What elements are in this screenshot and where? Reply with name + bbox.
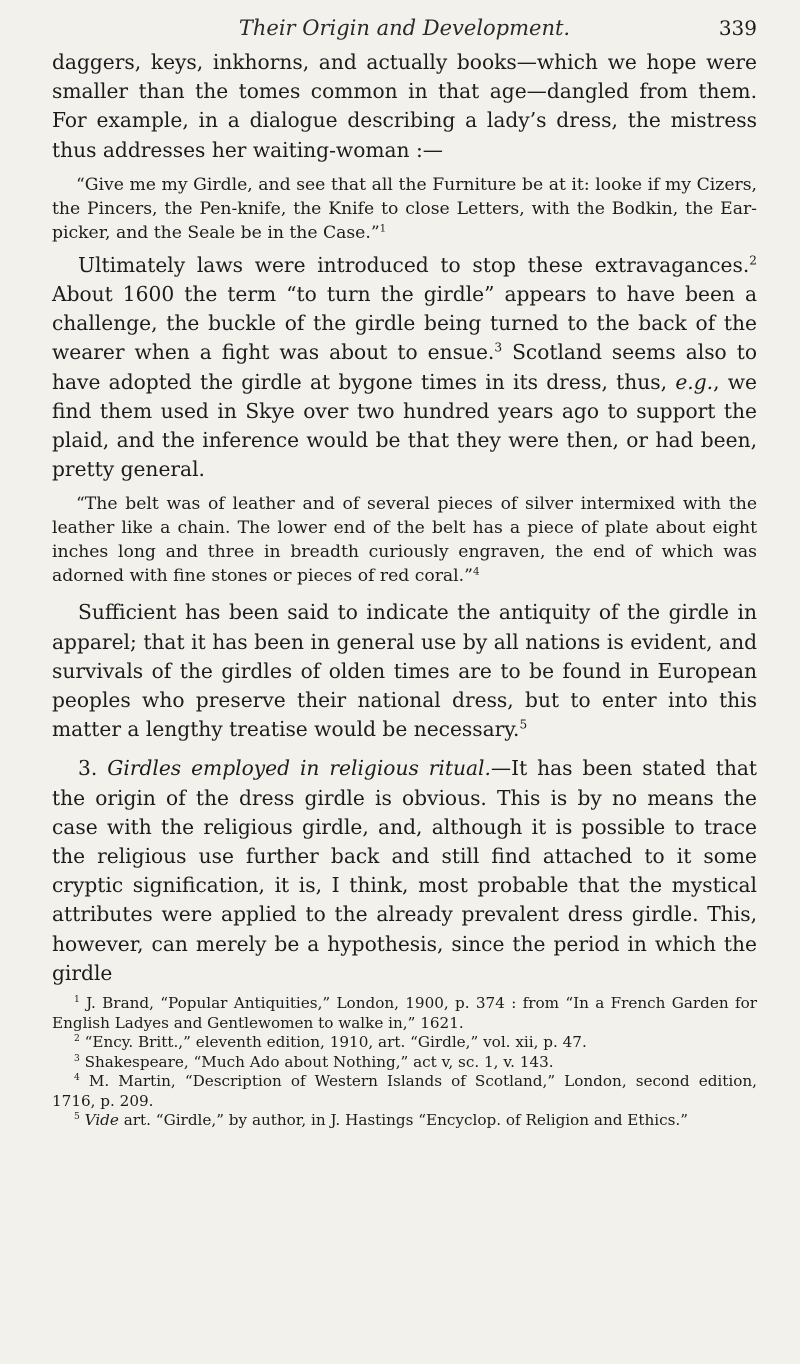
footnote-ref-4: 4: [472, 565, 480, 578]
footnote-5-text: art. “Girdle,” by author, in J. Hastings “Encyclop. of Religion and Ethics.”: [118, 1111, 689, 1130]
page-number: 339: [718, 16, 757, 40]
paragraph-2: [52, 251, 757, 485]
footnote-3-text: Shakespeare, “Much Ado about Nothing,” act v, sc. 1, v. 143.: [79, 1052, 554, 1071]
book-page: [52, 6, 757, 1131]
quote-girdle-dialogue: [52, 173, 757, 245]
paragraph-1: daggers, keys, inkhorns, and actually books—which we hope were smaller than the tomes common in that age—dangled from them. For example, in a dialogue describing a lady’s dress, the mistress thus addresses her waiting-woman :—: [52, 50, 757, 162]
paragraph-4: [52, 754, 757, 988]
paragraph-4-text: —It has been stated that the origin of the dress girdle is obvious. This is by no means the case with the religious girdle, and, although it is possible to trace the religious use further back and still find attached to it some cryptic signification, it is, I think, most probable that the mystical attributes were applied to the already prevalent dress girdle. This, however, can merely be a hypothesis, since the period in which the girdle: [52, 756, 757, 985]
footnote-2-text: “Ency. Britt.,” eleventh edition, 1910, art. “Girdle,” vol. xii, p. 47.: [79, 1033, 587, 1052]
footnote-ref-5: 5: [519, 717, 528, 732]
footnote-2-number: 2: [74, 1034, 80, 1045]
section-heading: Girdles employed in religious ritual.: [107, 756, 491, 781]
footnote-3: [52, 1053, 757, 1073]
paragraph-2-text-d: , we find them used in Skye over two hundred years ago to support the plaid, and the inference would be that they were then, or had been, pretty general.: [52, 369, 758, 482]
footnotes: [52, 994, 757, 1131]
paragraph-2-text-a: Ultimately laws were introduced to stop these extravagances.: [78, 252, 750, 277]
footnote-4-text: M. Martin, “Description of Western Islands of Scotland,” London, second edition, 1716, p. 209.: [52, 1072, 757, 1110]
footnote-1-number: 1: [74, 995, 80, 1006]
paragraph-3-text: Sufficient has been said to indicate the antiquity of the girdle in apparel; that it has been in general use by all nations is evident, and survivals of the girdles of olden times are to be found in European peoples who preserve their national dress, but to enter into this matter a lengthy treatise would be necessary.: [52, 600, 757, 742]
body-text: [52, 48, 757, 988]
footnote-1-text: J. Brand, “Popular Antiquities,” London, 1900, p. 374 : from “In a French Garden for English Ladyes and Gentlewomen to walke in,” 1621.: [52, 994, 757, 1032]
footnote-4-number: 4: [74, 1073, 80, 1084]
footnote-5-vide: Vide: [79, 1111, 119, 1130]
footnote-ref-2: 2: [749, 253, 757, 268]
footnote-3-number: 3: [74, 1053, 80, 1064]
section-number: 3.: [78, 756, 108, 781]
quote-belt-description: [52, 492, 757, 588]
paragraph-2-eg: e.g.: [675, 369, 714, 394]
paragraph-2-text-b: About 1600 the term “to turn the girdle” appears to have been a challenge, the buckle of the girdle being turned to the back of the wearer when a fight was about to ensue.: [52, 282, 757, 365]
footnote-2: [52, 1033, 757, 1053]
footnote-5-number: 5: [74, 1112, 80, 1123]
footnote-4: [52, 1072, 757, 1111]
footnote-1: [52, 994, 757, 1033]
running-title: Their Origin and Development.: [238, 16, 571, 40]
footnote-ref-1: 1: [379, 222, 387, 235]
page-header: [52, 6, 757, 42]
footnote-ref-3: 3: [494, 340, 503, 355]
quote-text: “The belt was of leather and of several pieces of silver intermixed with the leather like a chain. The lower end of the belt has a piece of plate about eight inches long and three in breadth curiously engraven, the end of which was adorned with fine stones or pieces of red coral.”: [52, 494, 757, 587]
footnote-5: [52, 1111, 757, 1131]
paragraph-2-text-c: Scotland seems also to have adopted the girdle at bygone times in its dress, thus,: [52, 340, 758, 394]
paragraph-3: [52, 598, 757, 744]
quote-text: “Give me my Girdle, and see that all the Furniture be at it: looke if my Cizers, the Pincers, the Pen-knife, the Knife to close Letters, with the Bodkin, the Ear-picker, and the Seale be in the Case.”: [52, 174, 757, 243]
